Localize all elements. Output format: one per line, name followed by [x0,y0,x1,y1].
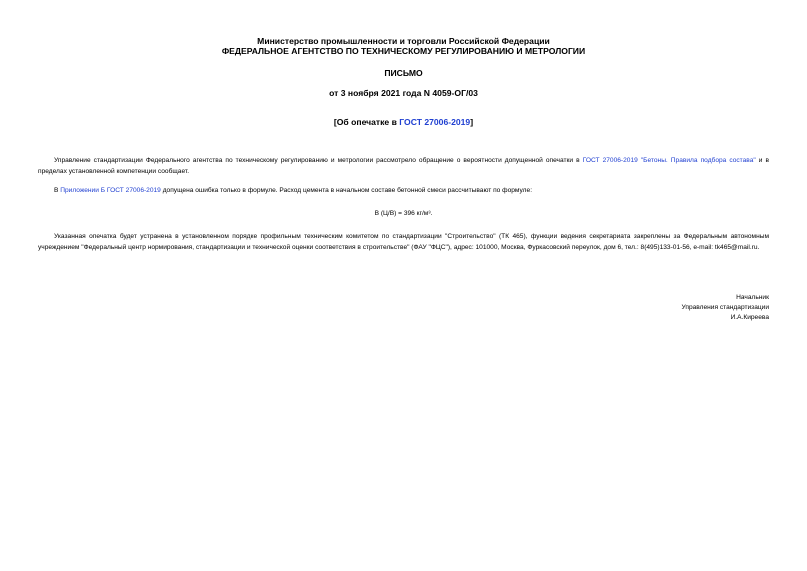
ministry-heading: Министерство промышленности и торговли Российской Федерации [257,36,550,46]
p3-text: Указанная опечатка будет устранена в установленном порядке профильным техническим комитетом по стандартизации "Строительство" (ТК 465), функции ведения секретариата закреплены за Федеральным автономным учреждением "Федеральный центр нормирования, стандартизации и технической оценки соответствия в строительстве" (ФАУ "ФЦС"), адрес: 101000, Москва, Фуркасовский переулок, дом 6, тел.: 8(495)133-01-56, e-mail: tk465@mail.ru. [38,233,769,251]
paragraph-intro [38,156,769,177]
signature-position: Начальник [736,294,769,301]
signature-department: Управления стандартизации [681,304,769,311]
document-date-number: от 3 ноября 2021 года N 4059-ОГ/03 [329,88,478,98]
document-subject [0,117,807,127]
subject-prefix: [Об опечатке в [333,117,400,127]
gost-title-link[interactable]: ГОСТ 27006-2019 "Бетоны. Правила подбора состава" [582,157,756,164]
paragraph-correction [38,232,769,253]
subject-suffix: ] [470,117,474,127]
p1-text-after: и в пределах установленной компетенции сообщает. [38,157,769,175]
signature-name: И.А.Киреева [730,314,769,321]
paragraph-error [38,186,769,197]
p2-text-after: допущена ошибка только в формуле. Расход цемента в начальном составе бетонной смеси рассчитывают по формуле: [160,187,533,194]
cement-formula: В (Ц/В) = 396 кг/м³. [374,210,433,217]
p1-text-before: Управление стандартизации Федерального агентства по техническому регулированию и метрологии рассмотрело обращение о вероятности допущенной опечатки в [54,157,583,164]
subject-gost-link[interactable]: ГОСТ 27006-2019 [399,117,471,127]
p2-text-before: В [54,187,61,194]
appendix-b-link[interactable]: Приложении Б ГОСТ 27006-2019 [60,187,161,194]
agency-heading: ФЕДЕРАЛЬНОЕ АГЕНТСТВО ПО ТЕХНИЧЕСКОМУ РЕГУЛИРОВАНИЮ И МЕТРОЛОГИИ [221,46,586,56]
document-type: ПИСЬМО [384,68,423,78]
